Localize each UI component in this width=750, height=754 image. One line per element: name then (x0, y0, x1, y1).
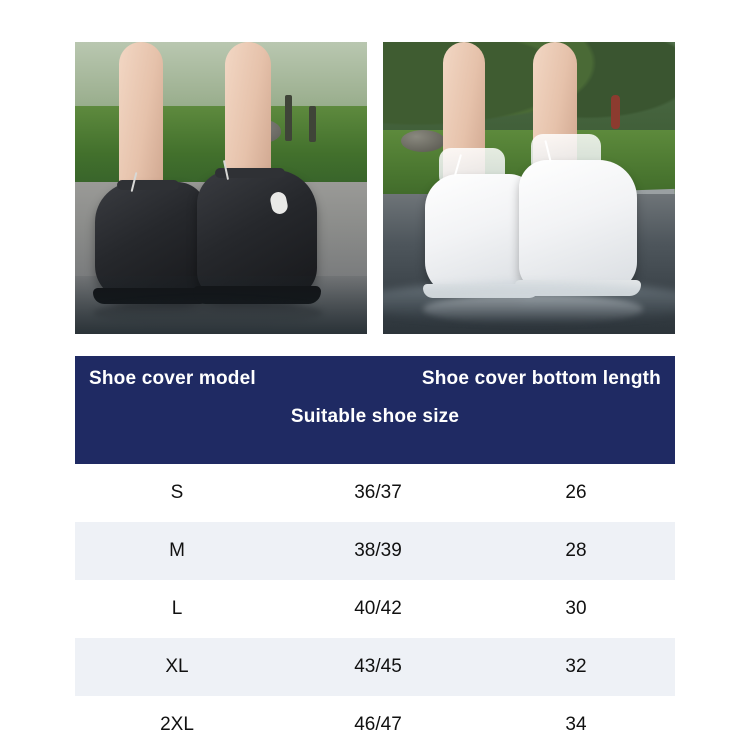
size-table (75, 356, 675, 754)
white-shoe-cover-right (519, 160, 637, 292)
hydrant-decor-icon (611, 95, 620, 129)
white-shoe-covers-photo (383, 42, 675, 334)
table-row (75, 464, 675, 522)
cell-model: S (170, 482, 184, 503)
cell-length: 30 (565, 598, 587, 619)
cell-size: 36/37 (354, 482, 402, 503)
cell-size: 40/42 (354, 598, 402, 619)
post-decor-icon (285, 95, 292, 141)
product-photo-strip (75, 42, 675, 334)
cell-length: 32 (565, 656, 587, 677)
cell-model: 2XL (160, 714, 194, 735)
cell-model: M (169, 540, 185, 561)
cell-length: 28 (565, 540, 587, 561)
left-leg (119, 42, 163, 202)
header-shoe-cover-bottom-length: Shoe cover bottom length (421, 368, 661, 389)
header-shoe-cover-model: Shoe cover model (89, 368, 256, 389)
cell-model: L (171, 598, 183, 619)
black-shoe-covers-photo (75, 42, 367, 334)
cell-length: 34 (565, 714, 587, 735)
cell-size: 46/47 (354, 714, 402, 735)
cell-size: 38/39 (354, 540, 402, 561)
rock-decor-icon (401, 130, 445, 152)
cell-size: 43/45 (354, 656, 402, 677)
wet-pavement-streak (75, 276, 367, 334)
header-suitable-shoe-size: Suitable shoe size (290, 406, 460, 427)
table-row (75, 522, 675, 580)
cell-length: 26 (565, 482, 587, 503)
size-table-header-row-1 (89, 368, 661, 390)
cell-model: XL (165, 656, 189, 677)
size-table-header (75, 356, 675, 464)
table-row (75, 638, 675, 696)
puddle (383, 282, 675, 322)
cuff-left (117, 180, 179, 190)
post-decor-icon (309, 106, 316, 142)
table-row (75, 580, 675, 638)
table-row (75, 696, 675, 754)
